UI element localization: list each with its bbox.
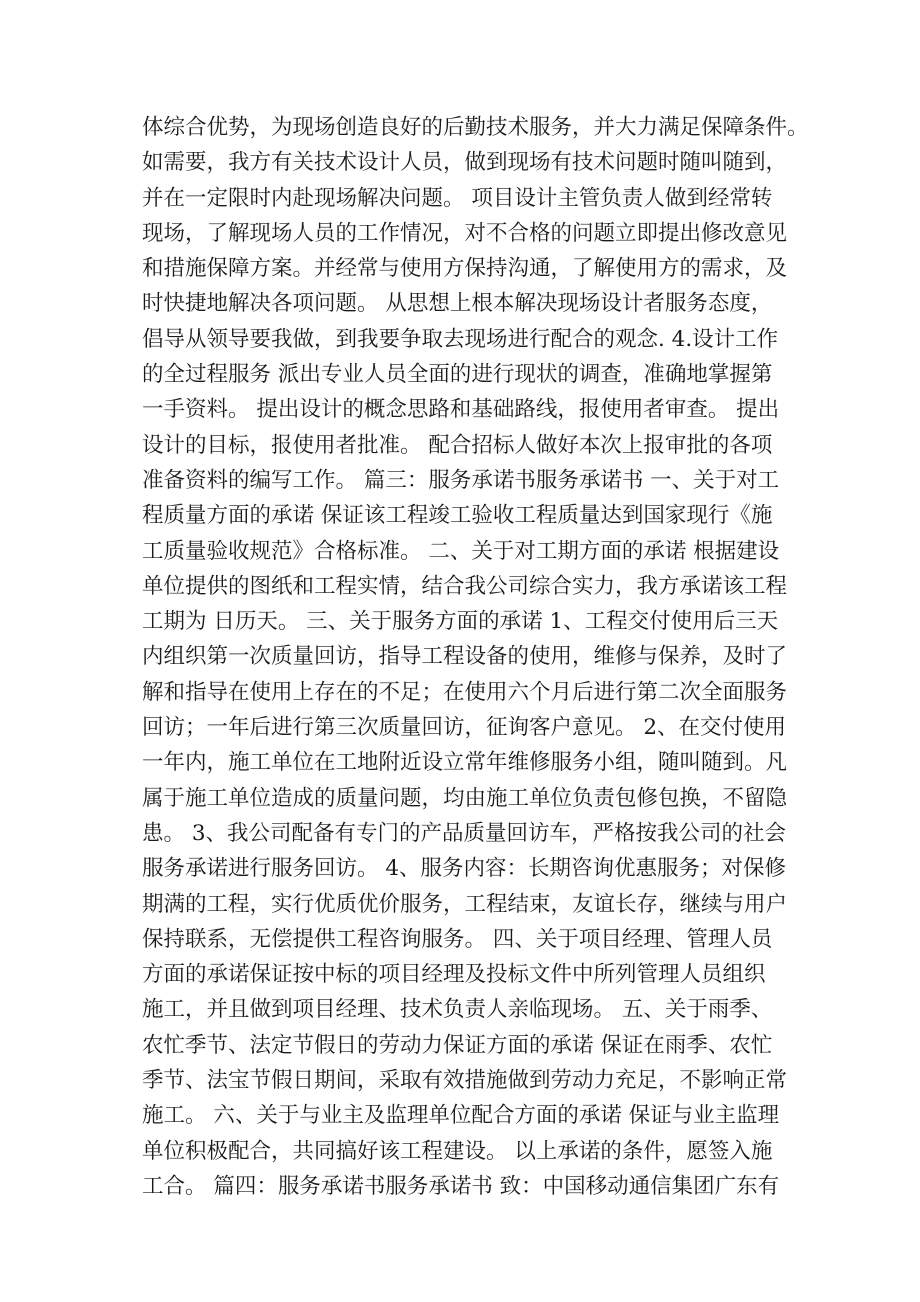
- text-line: 工期为 日历天。 三、关于服务方面的承诺 1、工程交付使用后三天: [142, 609, 779, 635]
- text-line: 工合。 篇四：服务承诺书服务承诺书 致：中国移动通信集团广东有: [142, 1173, 780, 1199]
- text-line: 农忙季节、法定节假日的劳动力保证方面的承诺 保证在雨季、农忙: [142, 1032, 773, 1058]
- text-line: 的全过程服务 派出专业人员全面的进行现状的调查，准确地掌握第: [142, 362, 773, 388]
- text-line: 一年内，施工单位在工地附近设立常年维修服务小组，随叫随到。凡: [142, 750, 788, 776]
- text-line: 服务承诺进行服务回访。 4、服务内容：长期咨询优惠服务；对保修: [142, 856, 787, 882]
- text-line: 体综合优势，为现场创造良好的后勤技术服务，并大力满足保障条件。: [142, 115, 809, 140]
- text-line: 期满的工程，实行优质优价服务，工程结束，友谊长存，继续与用户: [142, 891, 788, 917]
- text-line: 倡导从领导要我做，到我要争取去现场进行配合的观念. 4.设计工作: [142, 326, 779, 352]
- text-line: 准备资料的编写工作。 篇三：服务承诺书服务承诺书 一、关于对工: [142, 467, 780, 493]
- text-line: 单位提供的图纸和工程实情，结合我公司综合实力，我方承诺该工程: [142, 573, 788, 599]
- text-line: 和措施保障方案。并经常与使用方保持沟通，了解使用方的需求，及: [142, 256, 788, 282]
- text-line: 并在一定限时内赴现场解决问题。 项目设计主管负责人做到经常转: [142, 185, 773, 211]
- text-line: 解和指导在使用上存在的不足；在使用六个月后进行第二次全面服务: [142, 679, 788, 705]
- text-line: 内组织第一次质量回访，指导工程设备的使用，维修与保养，及时了: [142, 644, 788, 670]
- body-text: [142, 110, 809, 1204]
- text-line: 保持联系，无偿提供工程咨询服务。 四、关于项目经理、管理人员: [142, 926, 773, 952]
- text-line: 时快捷地解决各项问题。 从思想上根本解决现场设计者服务态度，: [142, 291, 773, 317]
- text-line: 施工，并且做到项目经理、技术负责人亲临现场。 五、关于雨季、: [142, 997, 773, 1023]
- text-line: 如需要，我方有关技术设计人员，做到现场有技术问题时随叫随到，: [142, 150, 788, 176]
- text-line: 季节、法宝节假日期间，采取有效措施做到劳动力充足，不影响正常: [142, 1068, 788, 1094]
- text-line: 施工。 六、关于与业主及监理单位配合方面的承诺 保证与业主监理: [142, 1103, 780, 1129]
- text-line: 一手资料。 提出设计的概念思路和基础路线，报使用者审查。 提出: [142, 397, 780, 423]
- text-line: 现场，了解现场人员的工作情况，对不合格的问题立即提出修改意见: [142, 220, 788, 246]
- text-line: 回访；一年后进行第三次质量回访，征询客户意见。 2、在交付使用: [142, 715, 787, 741]
- text-line: 程质量方面的承诺 保证该工程竣工验收工程质量达到国家现行《施: [142, 503, 773, 529]
- text-line: 设计的目标，报使用者批准。 配合招标人做好本次上报审批的各项: [142, 432, 773, 458]
- text-line: 工质量验收规范》合格标准。 二、关于对工期方面的承诺 根据建设: [142, 538, 780, 564]
- text-line: 单位积极配合，共同搞好该工程建设。 以上承诺的条件，愿签入施: [142, 1138, 773, 1164]
- text-line: 方面的承诺保证按中标的项目经理及投标文件中所列管理人员组织: [142, 962, 766, 988]
- text-line: 属于施工单位造成的质量问题，均由施工单位负责包修包换，不留隐: [142, 785, 788, 811]
- text-line: 患。 3、我公司配备有专门的产品质量回访车，严格按我公司的社会: [142, 820, 787, 846]
